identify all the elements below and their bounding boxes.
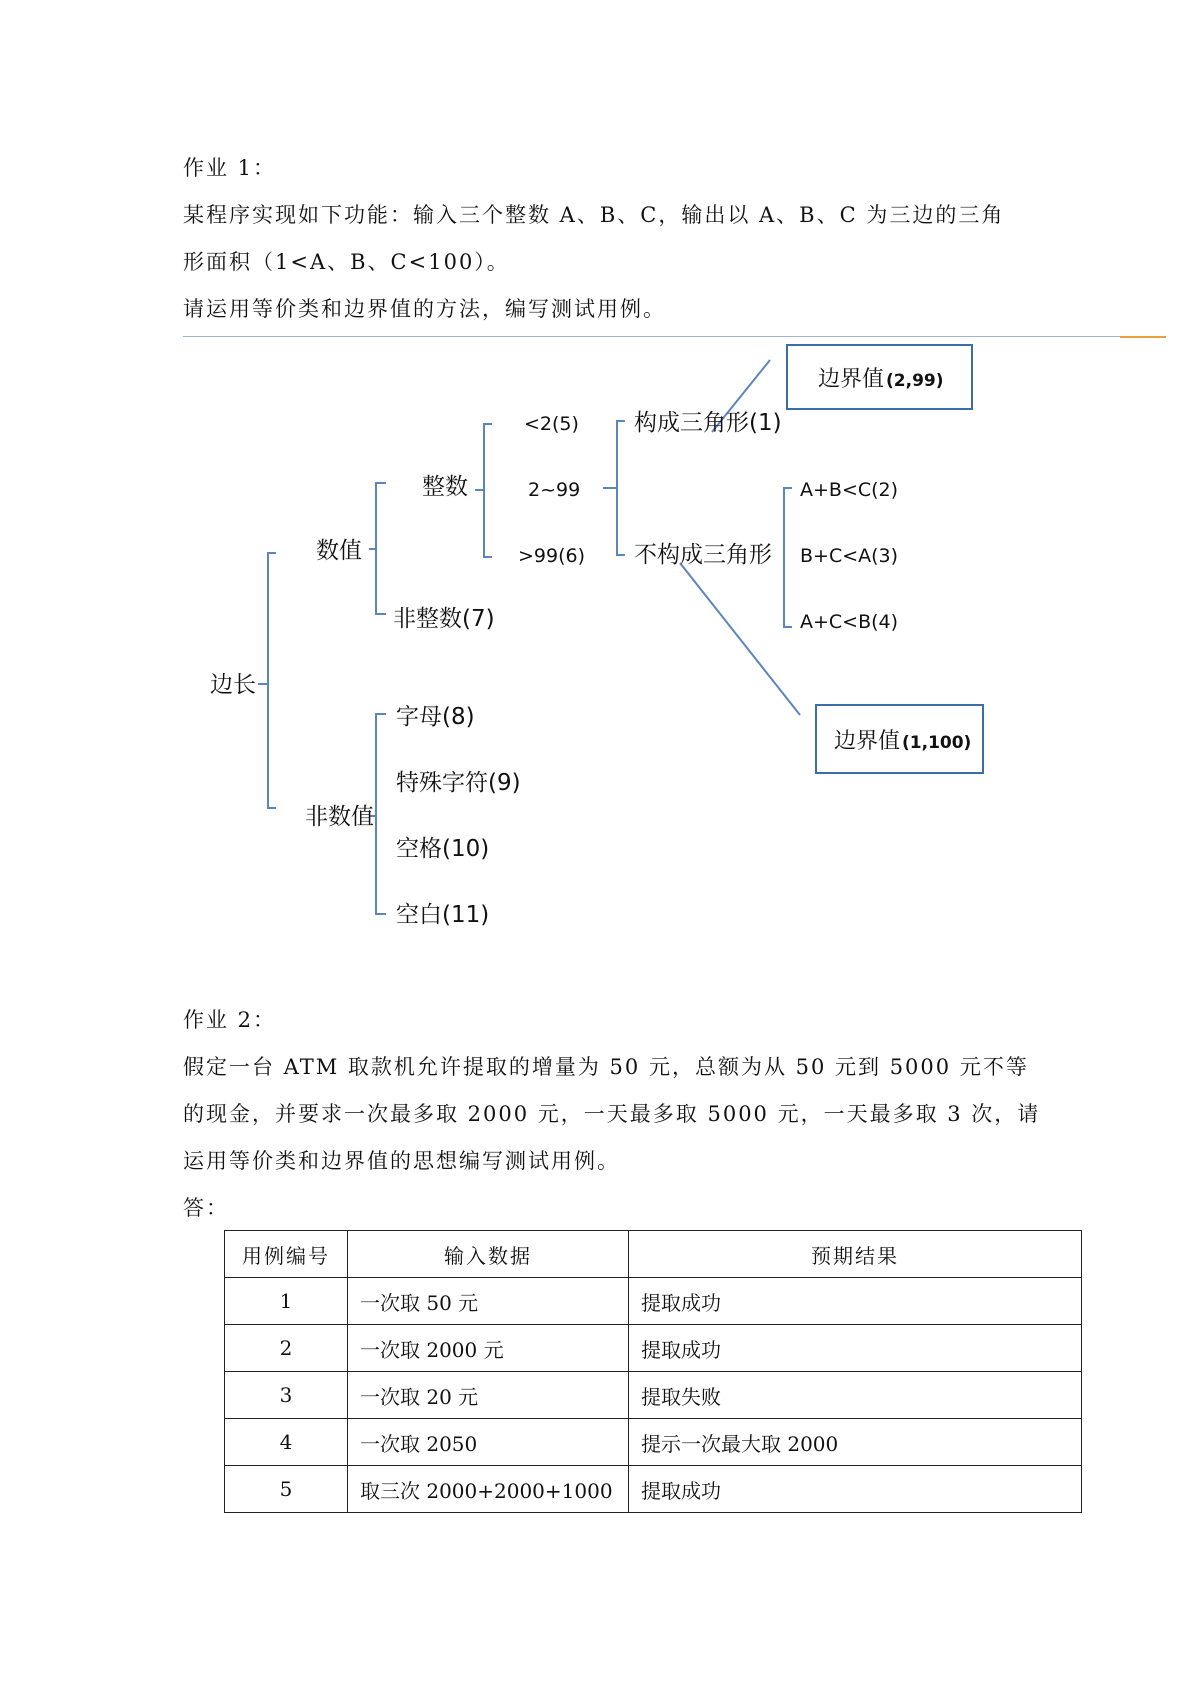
boundary2-connector bbox=[680, 563, 800, 715]
boundary-1-values: (2,99) bbox=[886, 371, 944, 391]
tree-brackets bbox=[258, 360, 800, 914]
node-root: 边长 bbox=[210, 672, 256, 698]
boundary-1-label: 边界值 bbox=[818, 367, 885, 392]
cell-input: 取三次 2000+2000+1000 bbox=[348, 1466, 629, 1513]
cell-case-id: 2 bbox=[225, 1325, 348, 1372]
node-blank: 空白(11) bbox=[396, 902, 490, 928]
cell-expected: 提取成功 bbox=[629, 1466, 1082, 1513]
hw2-line-3: 运用等价类和边界值的思想编写测试用例。 bbox=[183, 1149, 620, 1173]
cell-expected: 提取成功 bbox=[629, 1325, 1082, 1372]
node-integer: 整数 bbox=[422, 474, 468, 500]
cell-input: 一次取 50 元 bbox=[348, 1278, 629, 1325]
node-cond-ac: A+C<B(4) bbox=[800, 611, 899, 633]
node-cond-bc: B+C<A(3) bbox=[800, 545, 899, 567]
cell-case-id: 5 bbox=[225, 1466, 348, 1513]
table-row bbox=[225, 1419, 1082, 1466]
integer-bracket bbox=[484, 424, 492, 557]
cell-case-id: 4 bbox=[225, 1419, 348, 1466]
node-forms-triangle: 构成三角形(1) bbox=[634, 410, 782, 436]
non-numeric-bracket bbox=[376, 714, 386, 914]
node-not-triangle: 不构成三角形 bbox=[634, 542, 772, 568]
node-gt99: >99(6) bbox=[518, 545, 586, 567]
hw1-line-2: 形面积（1<A、B、C<100）。 bbox=[183, 250, 510, 274]
node-numeric: 数值 bbox=[316, 538, 362, 564]
cell-expected: 提取成功 bbox=[629, 1278, 1082, 1325]
cell-expected: 提示一次最大取 2000 bbox=[629, 1419, 1082, 1466]
table-row bbox=[225, 1372, 1082, 1419]
hw2-line-1: 假定一台 ATM 取款机允许提取的增量为 50 元，总额为从 50 元到 5000 元不等 bbox=[183, 1055, 1029, 1079]
boundary-2-values: (1,100) bbox=[902, 733, 972, 753]
table-row bbox=[225, 1466, 1082, 1513]
cell-case-id: 3 bbox=[225, 1372, 348, 1419]
node-letters: 字母(8) bbox=[396, 704, 475, 730]
header-input: 输入数据 bbox=[348, 1231, 629, 1278]
root-bracket bbox=[268, 553, 276, 808]
node-special-chars: 特殊字符(9) bbox=[396, 770, 521, 796]
range-bracket bbox=[617, 421, 625, 555]
cell-input: 一次取 2050 bbox=[348, 1419, 629, 1466]
hw2-title: 作业 2： bbox=[183, 1008, 277, 1032]
cell-expected: 提取失败 bbox=[629, 1372, 1082, 1419]
header-expected: 预期结果 bbox=[629, 1231, 1082, 1278]
answer-label: 答： bbox=[183, 1196, 229, 1220]
table-row bbox=[225, 1278, 1082, 1325]
hw1-line-1: 某程序实现如下功能：输入三个整数 A、B、C，输出以 A、B、C 为三边的三角 bbox=[183, 203, 1005, 227]
boundary-1-text bbox=[818, 367, 944, 392]
conditions-bracket bbox=[784, 488, 792, 627]
hw2-line-2: 的现金，并要求一次最多取 2000 元，一天最多取 5000 元，一天最多取 3 次，请 bbox=[183, 1102, 1041, 1126]
hw1-title: 作业 1： bbox=[183, 156, 277, 180]
boundary-2-text bbox=[834, 729, 971, 754]
node-space: 空格(10) bbox=[396, 836, 490, 862]
cell-case-id: 1 bbox=[225, 1278, 348, 1325]
node-cond-ab: A+B<C(2) bbox=[800, 479, 899, 501]
cell-input: 一次取 20 元 bbox=[348, 1372, 629, 1419]
node-range: 2~99 bbox=[528, 479, 581, 501]
table-row bbox=[225, 1325, 1082, 1372]
node-non-numeric: 非数值 bbox=[305, 804, 374, 830]
cell-input: 一次取 2000 元 bbox=[348, 1325, 629, 1372]
header-case-id: 用例编号 bbox=[225, 1231, 348, 1278]
table-header-row bbox=[225, 1231, 1082, 1278]
boundary-2-label: 边界值 bbox=[834, 729, 901, 754]
hw1-line-3: 请运用等价类和边界值的方法，编写测试用例。 bbox=[183, 297, 666, 321]
node-lt2: <2(5) bbox=[524, 413, 579, 435]
test-case-table bbox=[224, 1230, 1082, 1513]
numeric-bracket bbox=[376, 483, 386, 614]
node-non-integer: 非整数(7) bbox=[393, 606, 495, 632]
